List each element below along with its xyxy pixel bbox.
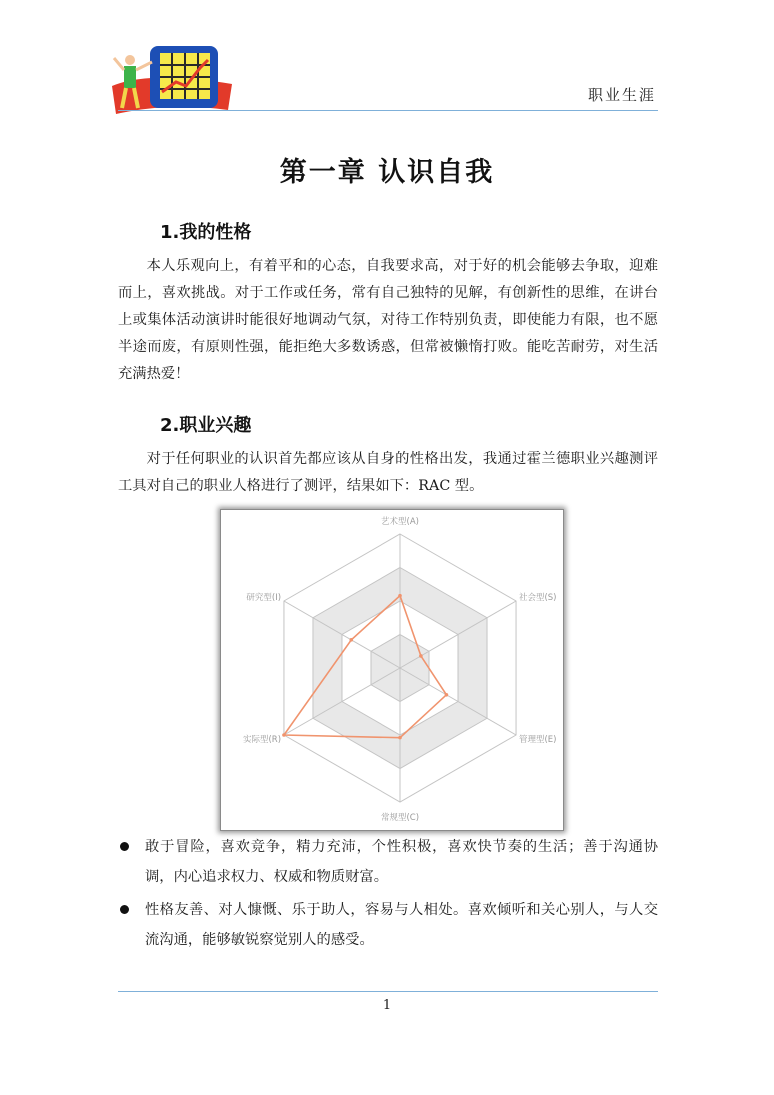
bullet-text: 性格友善、对人慷慨、乐于助人，容易与人相处。喜欢倾听和关心别人，与人交流沟通，能够敏锐察觉别人的感受。: [145, 902, 658, 948]
radar-point: [282, 733, 286, 737]
bullet-item: [118, 832, 658, 892]
chapter-title: 第一章 认识自我: [279, 157, 495, 188]
radar-point: [349, 638, 353, 642]
bullet-text: 敢于冒险，喜欢竞争，精力充沛，个性积极，喜欢快节奏的生活；善于沟通协调，内心追求权力、权威和物质财富。: [145, 839, 658, 885]
header-title: 职业生涯: [587, 86, 656, 104]
radar-point: [398, 736, 402, 740]
radar-axis-label: 社会型(S): [518, 593, 557, 603]
radar-axis-label: 艺术型(A): [381, 517, 419, 527]
bullet-dot-icon: [120, 905, 129, 914]
section-heading-personality: 1.我的性格: [160, 222, 252, 243]
personality-paragraph: 本人乐观向上，有着平和的心态，自我要求高，对于好的机会能够去争取，迎难而上，喜欢挑战。对于工作或任务，常有自己独特的见解，有创新性的思维，在讲台上或集体活动演讲时能很好地调动气氛，对待工作特别负责，即使能力有限，也不愿半途而废，有原则性强，能拒绝大多数诱惑，但常被懒惰打败。能吃苦耐劳，对生活充满热爱！: [118, 258, 658, 382]
radar-axis-label: 研究型(I): [246, 593, 282, 603]
career-mascot-logo-icon: [110, 40, 232, 116]
bullet-item: [118, 895, 658, 955]
radar-axis-label: 管理型(E): [518, 735, 557, 745]
interest-paragraph: 对于任何职业的认识首先都应该从自身的性格出发，我通过霍兰德职业兴趣测评工具对自己的职业人格进行了测评，结果如下：RAC 型。: [118, 451, 658, 494]
holland-radar-chart: [220, 509, 564, 831]
section-heading-interest: 2.职业兴趣: [160, 415, 252, 436]
radar-chart-svg: [221, 510, 563, 830]
radar-point: [419, 654, 423, 658]
radar-axis-label: 实际型(R): [242, 735, 282, 745]
page-number: 1: [382, 998, 392, 1013]
bullet-dot-icon: [120, 842, 129, 851]
radar-axis-label: 常规型(C): [380, 813, 420, 823]
header-divider: [118, 110, 658, 111]
radar-point: [398, 594, 402, 598]
footer-divider: [118, 991, 658, 992]
radar-point: [445, 693, 449, 697]
trait-bullet-list: [118, 832, 658, 958]
